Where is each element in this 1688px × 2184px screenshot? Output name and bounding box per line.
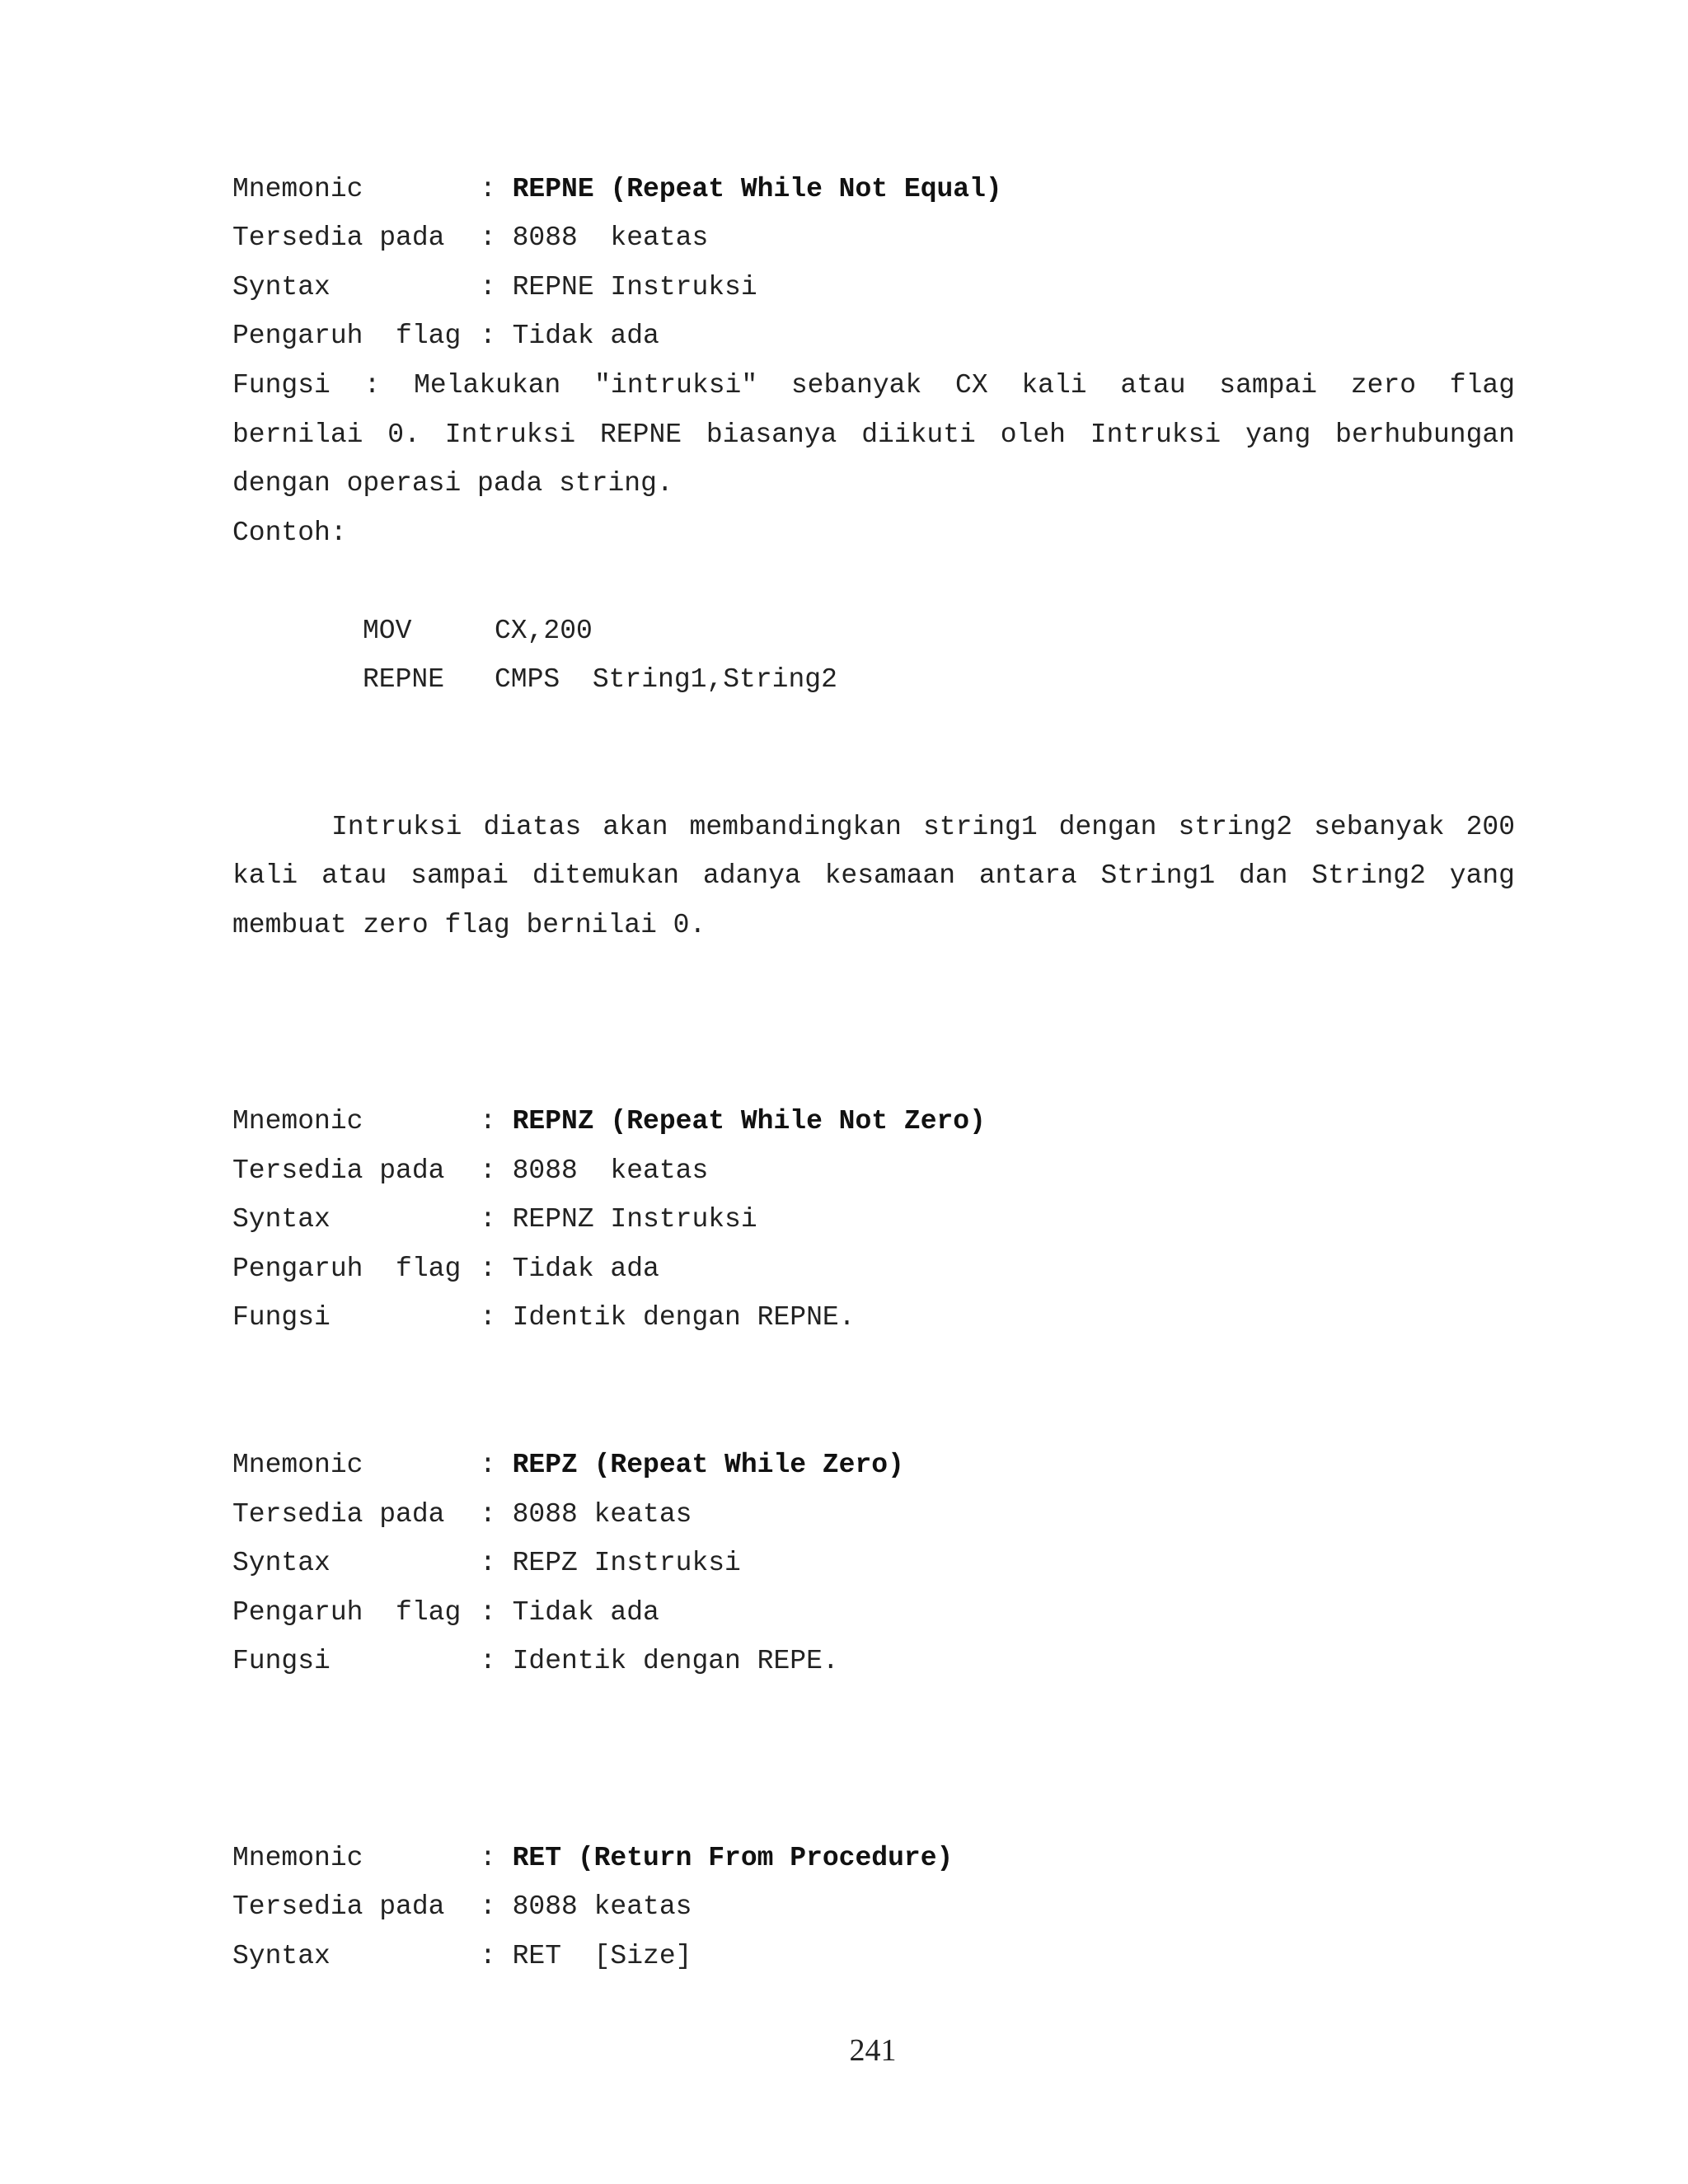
flag-value: Tidak ada	[512, 1254, 659, 1284]
separator: :	[480, 1254, 513, 1284]
separator: :	[480, 1204, 513, 1235]
mnemonic-row	[232, 1840, 953, 1877]
mnemonic-label: Mnemonic	[232, 1843, 363, 1873]
fungsi-line-3: dengan operasi pada string.	[232, 468, 673, 499]
mnemonic-row	[232, 171, 1002, 208]
flag-label: Pengaruh flag	[232, 321, 462, 351]
separator: :	[480, 321, 513, 351]
tersedia-row	[232, 220, 708, 256]
fungsi-line-2: bernilai 0. Intruksi REPNE biasanya diikuti oleh Intruksi yang berhubungan	[232, 419, 1515, 450]
explain-line-1: Intruksi diatas akan membandingkan string1 dengan string2 sebanyak 200	[331, 812, 1515, 842]
fungsi-value: Identik dengan REPNE.	[512, 1302, 856, 1333]
mnemonic-value: REPZ (Repeat While Zero)	[512, 1450, 904, 1480]
code-args: CMPS String1,String2	[495, 664, 837, 695]
syntax-label: Syntax	[232, 1941, 331, 1971]
fungsi-row	[232, 1300, 855, 1336]
contoh-label: Contoh:	[232, 518, 347, 548]
flag-row	[232, 318, 659, 354]
mnemonic-value: RET (Return From Procedure)	[512, 1843, 954, 1873]
mnemonic-label: Mnemonic	[232, 174, 363, 204]
fungsi-line-1: Melakukan "intruksi" sebanyak CX kali atau sampai zero flag	[414, 370, 1516, 401]
explain-line-3: membuat zero flag bernilai 0.	[232, 910, 706, 940]
separator: :	[480, 1302, 513, 1333]
mnemonic-value: REPNZ (Repeat While Not Zero)	[512, 1106, 986, 1137]
code-args: CX,200	[495, 616, 593, 646]
fungsi-label: Fungsi	[232, 1302, 331, 1333]
tersedia-label: Tersedia pada	[232, 1891, 445, 1922]
syntax-value: REPZ Instruksi	[512, 1548, 741, 1578]
flag-value: Tidak ada	[512, 321, 659, 351]
tersedia-label: Tersedia pada	[232, 1499, 445, 1530]
mnemonic-row	[232, 1447, 904, 1483]
syntax-label: Syntax	[232, 272, 331, 302]
flag-row	[232, 1251, 659, 1287]
tersedia-label: Tersedia pada	[232, 1155, 445, 1186]
tersedia-value: 8088 keatas	[512, 1891, 692, 1922]
separator: :	[480, 1646, 513, 1676]
code-line	[363, 662, 837, 698]
fungsi-label: Fungsi	[232, 1646, 331, 1676]
flag-label: Pengaruh flag	[232, 1254, 462, 1284]
fungsi-row: Fungsi : Melakukan "intruksi" sebanyak CX kali atau sampai zero flag	[232, 370, 1516, 401]
syntax-row	[232, 1938, 692, 1975]
tersedia-row	[232, 1889, 692, 1925]
separator: :	[480, 1155, 513, 1186]
syntax-value: RET [Size]	[512, 1941, 692, 1971]
mnemonic-value: REPNE (Repeat While Not Equal)	[512, 174, 1002, 204]
fungsi-label: Fungsi	[232, 370, 331, 401]
separator: :	[480, 1499, 513, 1530]
syntax-row	[232, 269, 757, 306]
syntax-label: Syntax	[232, 1548, 331, 1578]
tersedia-value: 8088 keatas	[512, 1499, 692, 1530]
fungsi-row	[232, 1643, 839, 1680]
code-line	[363, 613, 593, 649]
separator: :	[480, 1548, 513, 1578]
fungsi-value: Identik dengan REPE.	[512, 1646, 839, 1676]
syntax-value: REPNE Instruksi	[512, 272, 757, 302]
flag-value: Tidak ada	[512, 1597, 659, 1628]
tersedia-row	[232, 1497, 692, 1533]
mnemonic-row	[232, 1104, 986, 1140]
syntax-row	[232, 1545, 741, 1582]
tersedia-row	[232, 1153, 708, 1189]
separator: :	[480, 1106, 513, 1137]
separator: :	[480, 1891, 513, 1922]
separator: :	[480, 1597, 513, 1628]
flag-row	[232, 1595, 659, 1631]
tersedia-label: Tersedia pada	[232, 223, 445, 253]
separator: :	[480, 223, 513, 253]
syntax-row	[232, 1202, 757, 1238]
syntax-value: REPNZ Instruksi	[512, 1204, 757, 1235]
mnemonic-label: Mnemonic	[232, 1106, 363, 1137]
separator: :	[480, 1843, 513, 1873]
code-op: MOV	[363, 616, 412, 646]
separator: :	[480, 1450, 513, 1480]
page-number: 241	[849, 2033, 897, 2068]
separator: :	[480, 1941, 513, 1971]
explain-line-2: kali atau sampai ditemukan adanya kesamaan antara String1 dan String2 yang	[232, 860, 1515, 891]
syntax-label: Syntax	[232, 1204, 331, 1235]
separator: :	[480, 174, 513, 204]
tersedia-value: 8088 keatas	[512, 223, 709, 253]
mnemonic-label: Mnemonic	[232, 1450, 363, 1480]
flag-label: Pengaruh flag	[232, 1597, 462, 1628]
code-op: REPNE	[363, 664, 445, 695]
separator: :	[480, 272, 513, 302]
tersedia-value: 8088 keatas	[512, 1155, 709, 1186]
